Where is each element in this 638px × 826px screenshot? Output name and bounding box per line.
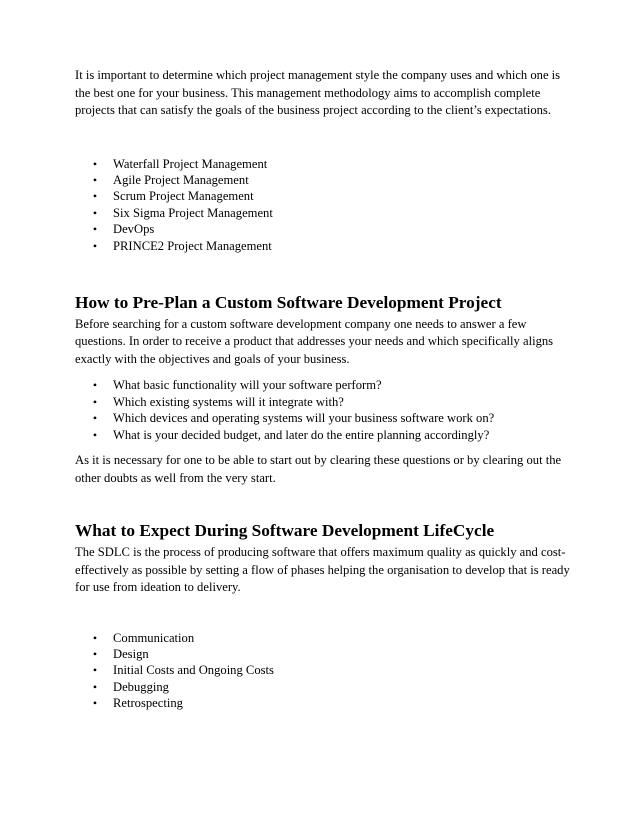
list-item <box>75 410 575 426</box>
list-item <box>75 679 575 695</box>
sdlc-heading: What to Expect During Software Development LifeCycle <box>75 521 495 541</box>
list-item-text: Design <box>113 646 149 661</box>
bullet-icon: • <box>92 411 98 426</box>
list-item <box>75 172 575 188</box>
list-item-text: Waterfall Project Management <box>113 156 268 171</box>
list-item <box>75 377 575 393</box>
list-item-text: Scrum Project Management <box>113 189 254 204</box>
preplan-closing-paragraph: As it is necessary for one to be able to start out by clearing these questions or by clearing out the other doubts as well from the very start. <box>75 453 562 485</box>
list-item <box>75 630 575 646</box>
list-item <box>75 646 575 662</box>
list-item <box>75 238 575 254</box>
list-item-text: Six Sigma Project Management <box>113 205 273 220</box>
bullet-icon: • <box>92 205 98 220</box>
preplan-questions-list <box>75 377 575 443</box>
sdlc-phases-list <box>75 630 575 712</box>
list-item-text: Which devices and operating systems will your business software work on? <box>113 411 495 426</box>
list-item <box>75 394 575 410</box>
list-item <box>75 695 575 711</box>
list-item-text: Initial Costs and Ongoing Costs <box>113 663 274 678</box>
list-item <box>75 427 575 443</box>
list-item <box>75 205 575 221</box>
list-item <box>75 188 575 204</box>
list-item-text: Debugging <box>113 679 169 694</box>
preplan-paragraph: Before searching for a custom software development company one needs to answer a few questions. In order to receive a product that addresses your needs and which specifically aligns exactly with the objectives and goals of your business. <box>75 316 554 366</box>
bullet-icon: • <box>92 630 98 645</box>
list-item <box>75 662 575 678</box>
list-item-text: Communication <box>113 630 195 645</box>
preplan-heading: How to Pre-Plan a Custom Software Development Project <box>75 292 502 312</box>
list-item-text: Which existing systems will it integrate with? <box>113 394 344 409</box>
list-item-text: What basic functionality will your software perform? <box>113 378 382 393</box>
bullet-icon: • <box>92 394 98 409</box>
list-item-text: DevOps <box>113 222 155 237</box>
list-item-text: Retrospecting <box>113 696 183 711</box>
bullet-icon: • <box>92 427 98 442</box>
bullet-icon: • <box>92 663 98 678</box>
bullet-icon: • <box>92 238 98 253</box>
bullet-icon: • <box>92 222 98 237</box>
intro-paragraph: It is important to determine which project management style the company uses and which one is the best one for your business. This management methodology aims to accomplish complete projects that can satisfy the goals of the business project according to the client’s expectations. <box>75 68 561 117</box>
list-item-text: PRINCE2 Project Management <box>113 238 272 253</box>
bullet-icon: • <box>92 172 98 187</box>
bullet-icon: • <box>92 378 98 393</box>
document-page <box>75 67 575 712</box>
management-styles-list <box>75 156 575 254</box>
list-item <box>75 156 575 172</box>
bullet-icon: • <box>92 679 98 694</box>
bullet-icon: • <box>92 156 98 171</box>
list-item-text: What is your decided budget, and later do the entire planning accordingly? <box>113 427 490 442</box>
bullet-icon: • <box>92 646 98 661</box>
list-item <box>75 221 575 237</box>
sdlc-paragraph: The SDLC is the process of producing software that offers maximum quality as quickly and cost-effectively as possible by setting a flow of phases helping the organisation to develop that is ready for use from ideation to delivery. <box>75 545 570 595</box>
list-item-text: Agile Project Management <box>113 172 249 187</box>
bullet-icon: • <box>92 189 98 204</box>
bullet-icon: • <box>92 696 98 711</box>
